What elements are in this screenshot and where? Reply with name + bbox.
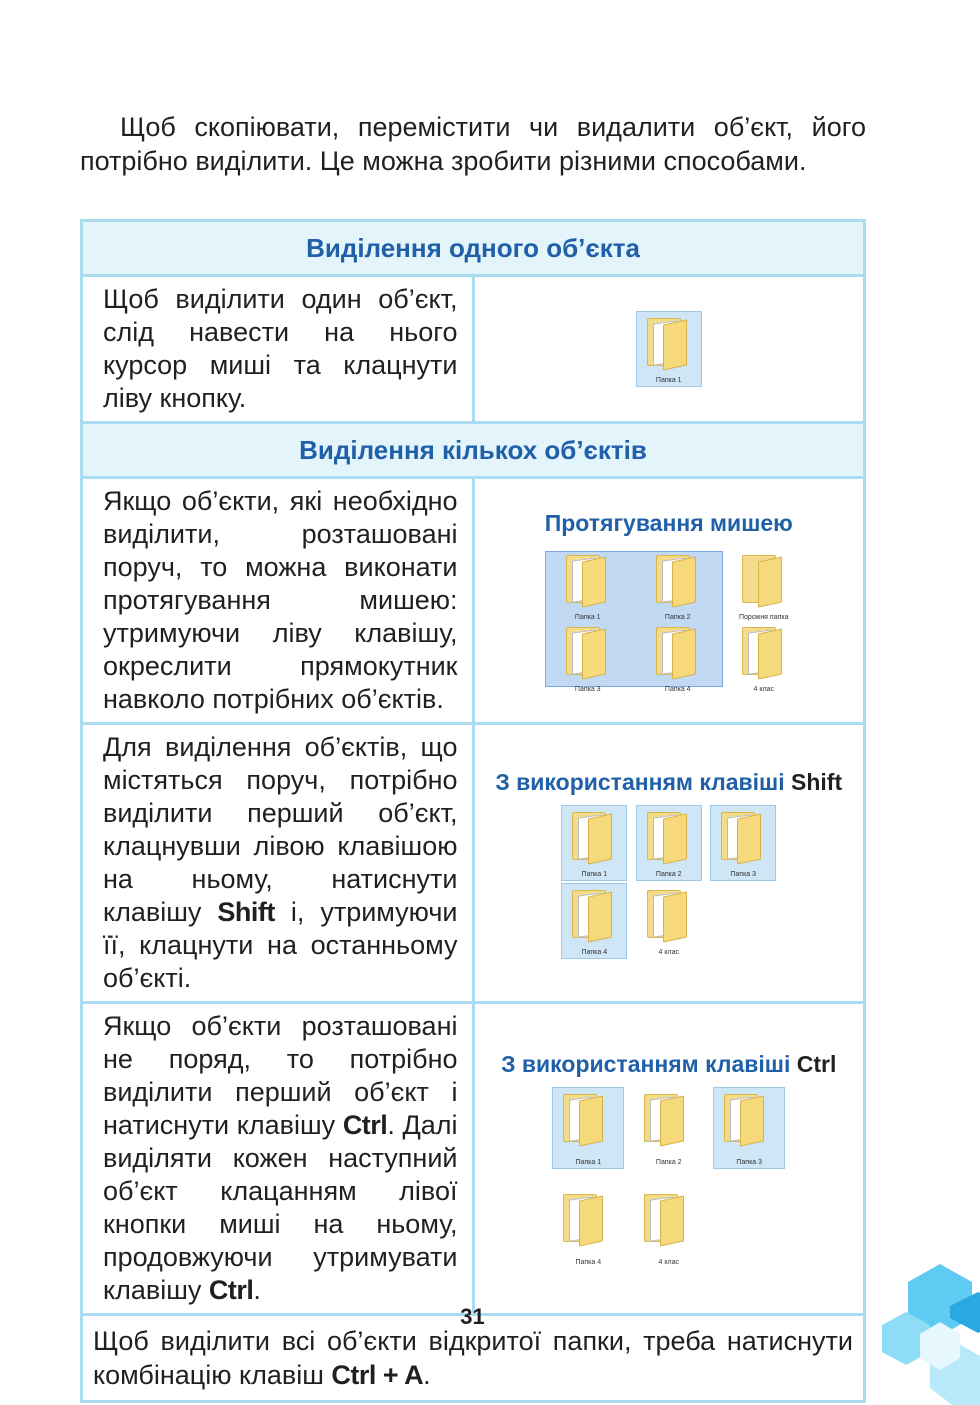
folder-label: Папка 1 (581, 871, 608, 878)
folder-icon (646, 549, 710, 623)
text-fragment: . Далі виділяти кожен наступний об’єкт клацанням лівої кнопки миші на ньому, продовжуючи утримувати клавішу (103, 1110, 458, 1305)
caption-text: З використанням клавіші (501, 1050, 791, 1077)
folder-icon (646, 621, 710, 695)
page-number: 31 (460, 1304, 485, 1329)
folder-icon (714, 1088, 784, 1168)
folder-icon (637, 806, 701, 880)
key-ctrl: Ctrl (342, 1110, 388, 1140)
single-select-illustration (473, 276, 865, 423)
folder-grid (477, 804, 862, 960)
key-ctrl: Ctrl (208, 1275, 254, 1305)
folder-icon (637, 312, 701, 386)
key-shift: Shift (217, 897, 275, 927)
table-row (82, 423, 865, 478)
table-row (82, 724, 865, 1003)
text-fragment: і, утримуючи її, клацнути на останньому об’єкті. (103, 897, 458, 993)
shift-select-illustration (473, 724, 865, 1003)
folder-icon (634, 1188, 704, 1268)
caption-text: З використанням клавіші (495, 769, 785, 795)
caption-key: Shift (791, 769, 843, 795)
folder-label: Папка 2 (655, 1158, 682, 1166)
table-row (82, 221, 865, 276)
table-row (82, 276, 865, 423)
ctrl-select-text (82, 1003, 474, 1315)
folder-icon (562, 884, 626, 958)
folder-icon (634, 1088, 704, 1168)
ctrl-select-illustration (473, 1003, 865, 1315)
single-select-text: Щоб виділити один об’єкт, слід навести на нього курсор миші та клацнути ліву кнопку. (82, 276, 474, 423)
folder-label: 4 клас (658, 949, 679, 956)
folder-label: Папка 1 (574, 613, 601, 621)
folder-label: Папка 1 (575, 1158, 602, 1166)
drag-select-illustration (473, 478, 865, 724)
shift-caption (477, 766, 862, 798)
table-row (82, 1003, 865, 1315)
section-heading-multiple: Виділення кількох об’єктів (82, 423, 865, 478)
folder-label: Папка 3 (730, 871, 757, 878)
folder-label: Папка 3 (736, 1158, 763, 1166)
folder-icon (553, 1088, 623, 1168)
drag-select-text: Якщо об’єкти, які необхідно виділити, розташовані поруч, то можна виконати протягування мишею: утримуючи ліву клавішу, окреслити прямокутник навколо потрібних об’єктів. (82, 478, 474, 724)
section-heading-single: Виділення одного об’єкта (82, 221, 865, 276)
table-row (82, 478, 865, 724)
folder-label: Папка 4 (581, 949, 608, 956)
folder-icon (556, 621, 620, 695)
folder-label: Порожня папка (739, 613, 789, 621)
text-fragment: . (423, 1360, 431, 1390)
text-fragment: Щоб виділити всі об’єкти відкритої папки, треба натиснути комбінацію клавіш (93, 1326, 853, 1390)
drag-area (539, 545, 799, 695)
key-combo: Ctrl + A (331, 1360, 424, 1390)
folder-label: Папка 4 (575, 1258, 602, 1266)
folder-label: Папка 4 (664, 685, 691, 693)
folder-label: Папка 1 (655, 377, 682, 384)
intro-paragraph: Щоб скопіювати, перемістити чи видалити об’єкт, його потрібно виділити. Це можна зробити різними способами. (80, 112, 866, 176)
folder-icon (637, 884, 701, 958)
text-fragment: Для виділення об’єктів, що містяться поруч, потрібно виділити перший об’єкт, клацнувши лівою клавішою на ньому, натиснути клавішу (103, 732, 458, 927)
folder-icon (732, 549, 796, 623)
text-fragment: Якщо об’єкти розташовані не поряд, то потрібно виділити перший об’єкт і натиснути клавішу (103, 1011, 458, 1140)
caption-key: Ctrl (796, 1050, 837, 1077)
text-fragment: . (253, 1275, 261, 1305)
folder-label: Папка 3 (574, 685, 601, 693)
drag-caption: Протягування мишею (544, 509, 793, 536)
folder-label: Папка 2 (664, 613, 691, 621)
folder-icon (562, 806, 626, 880)
ctrl-caption (477, 1048, 862, 1080)
folder-icon (732, 621, 796, 695)
folder-icon (553, 1188, 623, 1268)
folder-icon (711, 806, 775, 880)
folder-icon (556, 549, 620, 623)
hexagon-decoration-icon (880, 1262, 980, 1405)
folder-grid (477, 1086, 862, 1270)
folder-label: 4 клас (658, 1258, 679, 1266)
folder-label: 4 клас (753, 685, 774, 693)
selection-methods-table (80, 219, 866, 1403)
shift-select-text (82, 724, 474, 1003)
folder-label: Папка 2 (655, 871, 682, 878)
